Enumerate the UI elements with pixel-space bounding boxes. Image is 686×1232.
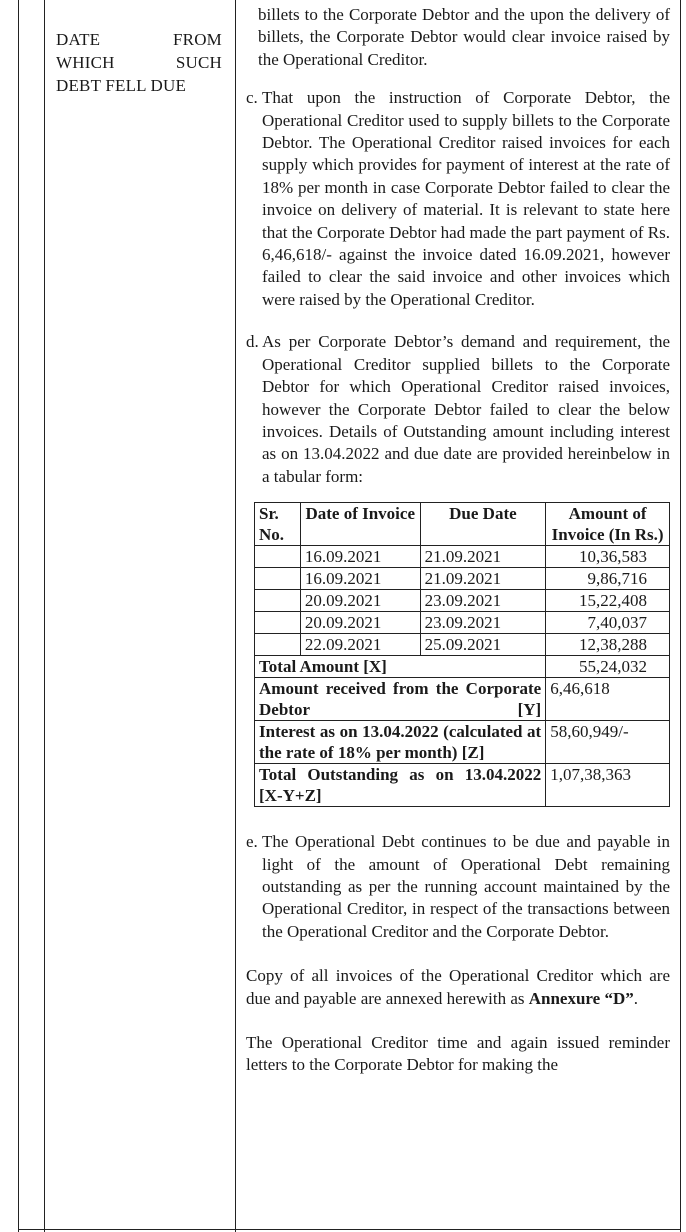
header-date-of-invoice: Date of Invoice [300,503,420,546]
list-item-text: The Operational Debt continues to be due and payable in light of the amount of Operational Debt remaining outstanding as per the running account maintained by the Operational Creditor, in respect of the transactions between the Operational Creditor and the Corporate Debtor. [262,832,670,941]
table-row [255,634,670,656]
left-label-line-1: DATE FROM [56,30,222,49]
header-amount: Amount of Invoice (In Rs.) [546,503,670,546]
cell-date: 16.09.2021 [300,568,420,590]
cell-amount: 9,86,716 [546,568,670,590]
list-marker: e. [246,832,258,852]
table-row [255,612,670,634]
annexure-paragraph [246,965,670,1010]
total-outstanding-value: 1,07,38,363 [546,764,670,807]
header-sr-no: Sr. No. [255,503,301,546]
cell-date: 16.09.2021 [300,546,420,568]
invoice-table [254,502,670,807]
list-item-c [246,87,670,311]
cell-amount: 15,22,408 [546,590,670,612]
table-row [255,568,670,590]
amount-received-value: 6,46,618 [546,678,670,721]
annexure-text: Copy of all invoices of the Operational Creditor which are due and payable are annexed herewith as [246,966,670,1008]
cell-due: 21.09.2021 [420,546,546,568]
list-marker: c. [246,88,258,108]
total-outstanding-row [255,764,670,807]
cell-date: 20.09.2021 [300,612,420,634]
total-amount-row [255,656,670,678]
list-item-e [246,831,670,943]
list-marker: d. [246,332,259,352]
amount-received-row [255,678,670,721]
intro-paragraph: billets to the Corporate Debtor and the upon the delivery of billets, the Corporate Debtor would clear invoice raised by the Operational Creditor. [258,5,670,69]
table-border-column-divider [235,0,236,1232]
table-header-row [255,503,670,546]
cell-amount: 10,36,583 [546,546,670,568]
cell-amount: 12,38,288 [546,634,670,656]
list-item-text: As per Corporate Debtor’s demand and requirement, the Operational Creditor supplied billets to the Corporate Debtor for which Operational Creditor raised invoices, however the Corporate Debtor failed to clear the below invoices. Details of Outstanding amount including interest as on 13.04.2022 and due date are provided hereinbelow in a tabular form: [262,332,670,486]
content-cell [246,4,670,1077]
interest-row [255,721,670,764]
table-border-left [18,0,19,1232]
table-row [255,546,670,568]
cell-date: 20.09.2021 [300,590,420,612]
cell-due: 21.09.2021 [420,568,546,590]
cell-amount: 7,40,037 [546,612,670,634]
cell-due: 23.09.2021 [420,590,546,612]
list-item-text: That upon the instruction of Corporate Debtor, the Operational Creditor used to supply billets to the Corporate Debtor. The Operational Creditor raised invoices for each supply which provides for payment of interest at the rate of 18% per month in case Corporate Debtor failed to clear the invoice on delivery of material. It is relevant to state here that the Corporate Debtor had made the part payment of Rs. 6,46,618/- against the invoice dated 16.09.2021, however failed to clear the said invoice and other invoices which were raised by the Operational Creditor. [262,88,670,309]
left-label-line-2: WHICH SUCH [56,53,222,72]
annexure-text-end: . [633,988,638,1008]
cell-due: 23.09.2021 [420,612,546,634]
cell-date: 22.09.2021 [300,634,420,656]
interest-label: Interest as on 13.04.2022 (calculated at the rate of 18% per month) [Z] [255,721,546,764]
list-item-d [246,331,670,488]
table-border-bottom [18,1229,681,1230]
interest-value: 58,60,949/- [546,721,670,764]
header-due-date: Due Date [420,503,546,546]
table-row [255,590,670,612]
table-border-inner-left [44,0,45,1232]
table-border-right [680,0,681,1232]
cell-due: 25.09.2021 [420,634,546,656]
total-amount-value: 55,24,032 [546,656,670,678]
cell-sr [255,634,301,656]
reminder-paragraph: The Operational Creditor time and again issued reminder letters to the Corporate Debtor for making the [246,1032,670,1075]
total-outstanding-label: Total Outstanding as on 13.04.2022 [X-Y+Z] [255,764,546,807]
left-label-cell [56,28,222,97]
amount-received-label: Amount received from the Corporate Debtor [Y] [255,678,546,721]
cell-sr [255,568,301,590]
left-label-line-3: DEBT FELL DUE [56,76,187,95]
annexure-label: Annexure “D” [528,988,634,1008]
cell-sr [255,612,301,634]
cell-sr [255,590,301,612]
cell-sr [255,546,301,568]
total-amount-label: Total Amount [X] [255,656,546,678]
